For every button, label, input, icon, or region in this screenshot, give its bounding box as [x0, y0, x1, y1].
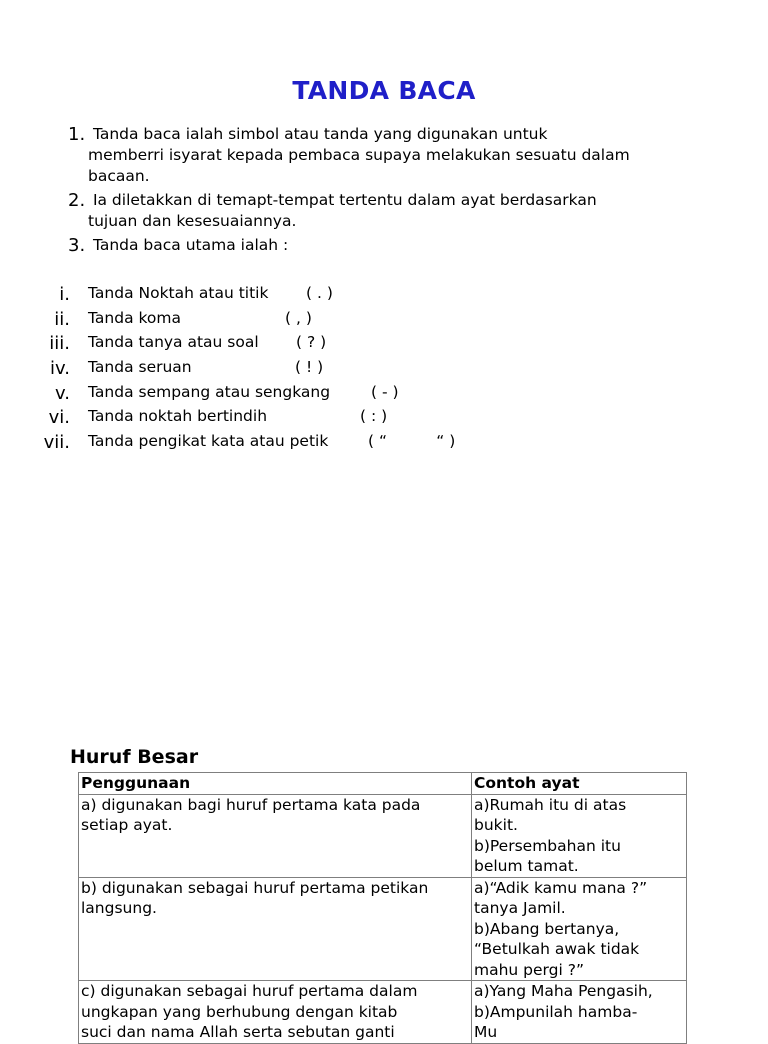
list-marker: iv.	[50, 358, 70, 380]
punctuation-mark: ( ? )	[296, 333, 327, 352]
punctuation-name: Tanda koma	[88, 308, 181, 327]
cell-line: a)“Adik kamu mana ?”	[474, 878, 648, 897]
list-item-continuation: tujuan dan kesesuaiannya.	[88, 212, 297, 230]
list-item	[30, 284, 630, 309]
numbered-item	[68, 235, 718, 256]
list-item	[30, 309, 630, 334]
list-item	[30, 432, 630, 457]
usage-cell	[79, 794, 472, 877]
punctuation-list	[30, 284, 630, 457]
punctuation-mark: ( ! )	[295, 358, 324, 377]
cell-line: Mu	[474, 1023, 498, 1041]
cell-line: setiap ayat.	[81, 816, 173, 834]
capital-letters-table	[78, 772, 687, 1044]
list-marker: 1.	[68, 124, 86, 145]
cell-line: b) digunakan sebagai huruf pertama petikan	[81, 878, 429, 897]
list-item-text: Tanda baca utama ialah :	[92, 236, 289, 254]
list-item	[30, 383, 630, 408]
usage-cell	[79, 981, 472, 1044]
cell-line: a) digunakan bagi huruf pertama kata pada	[81, 795, 421, 814]
cell-line: langsung.	[81, 899, 157, 917]
example-cell	[472, 877, 687, 981]
list-item	[30, 358, 630, 383]
table-row	[79, 794, 687, 877]
cell-line: belum tamat.	[474, 857, 579, 875]
table-row	[79, 981, 687, 1044]
cell-line: tanya Jamil.	[474, 899, 566, 917]
cell-line: mahu pergi ?”	[474, 960, 584, 979]
punctuation-name: Tanda sempang atau sengkang	[88, 382, 331, 401]
usage-cell	[79, 877, 472, 981]
punctuation-name: Tanda Noktah atau titik	[88, 284, 269, 302]
list-marker: ii.	[54, 308, 70, 330]
page-title: TANDA BACA	[292, 76, 476, 105]
list-marker: v.	[55, 382, 70, 404]
numbered-item	[68, 190, 718, 232]
list-marker: 2.	[68, 190, 86, 211]
list-marker: 3.	[68, 235, 86, 256]
cell-line: “Betulkah awak tidak	[474, 940, 640, 958]
cell-line: a)Yang Maha Pengasih,	[474, 982, 653, 1000]
list-item-text: Ia diletakkan di temapt-tempat tertentu dalam ayat berdasarkan	[92, 191, 597, 209]
example-cell	[472, 794, 687, 877]
cell-line: ungkapan yang berhubung dengan kitab	[81, 1002, 398, 1021]
punctuation-name: Tanda pengikat kata atau petik	[88, 432, 329, 451]
table-row	[79, 877, 687, 981]
list-marker: i.	[59, 284, 70, 305]
punctuation-name: Tanda noktah bertindih	[88, 407, 268, 426]
column-header-usage: Penggunaan	[79, 773, 472, 795]
list-marker: vi.	[48, 407, 70, 429]
punctuation-mark: ( : )	[360, 407, 388, 426]
example-cell	[472, 981, 687, 1044]
punctuation-mark: ( , )	[285, 308, 312, 327]
list-item	[30, 407, 630, 432]
punctuation-mark: ( “ “ )	[368, 432, 456, 451]
numbered-item	[68, 124, 718, 187]
cell-line: a)Rumah itu di atas	[474, 795, 627, 814]
punctuation-name: Tanda tanya atau soal	[88, 333, 259, 352]
cell-line: b)Persembahan itu	[474, 836, 621, 855]
list-item-text: Tanda baca ialah simbol atau tanda yang digunakan untuk	[92, 125, 548, 143]
punctuation-mark: ( . )	[306, 284, 333, 302]
list-item	[30, 333, 630, 358]
list-marker: vii.	[43, 432, 70, 454]
list-marker: iii.	[49, 333, 70, 355]
punctuation-mark: ( - )	[371, 382, 399, 401]
cell-line: c) digunakan sebagai huruf pertama dalam	[81, 982, 418, 1000]
cell-line: b)Abang bertanya,	[474, 919, 620, 938]
column-header-example: Contoh ayat	[472, 773, 687, 795]
cell-line: suci dan nama Allah serta sebutan ganti	[81, 1023, 395, 1041]
list-item-continuation: memberri isyarat kepada pembaca supaya melakukan sesuatu dalam	[88, 146, 630, 164]
table-header-row	[79, 773, 687, 795]
list-item-continuation: bacaan.	[88, 167, 150, 185]
numbered-list	[68, 124, 718, 259]
section-heading: Huruf Besar	[70, 746, 199, 768]
cell-line: bukit.	[474, 816, 518, 834]
cell-line: b)Ampunilah hamba-	[474, 1002, 638, 1021]
punctuation-name: Tanda seruan	[88, 358, 192, 377]
